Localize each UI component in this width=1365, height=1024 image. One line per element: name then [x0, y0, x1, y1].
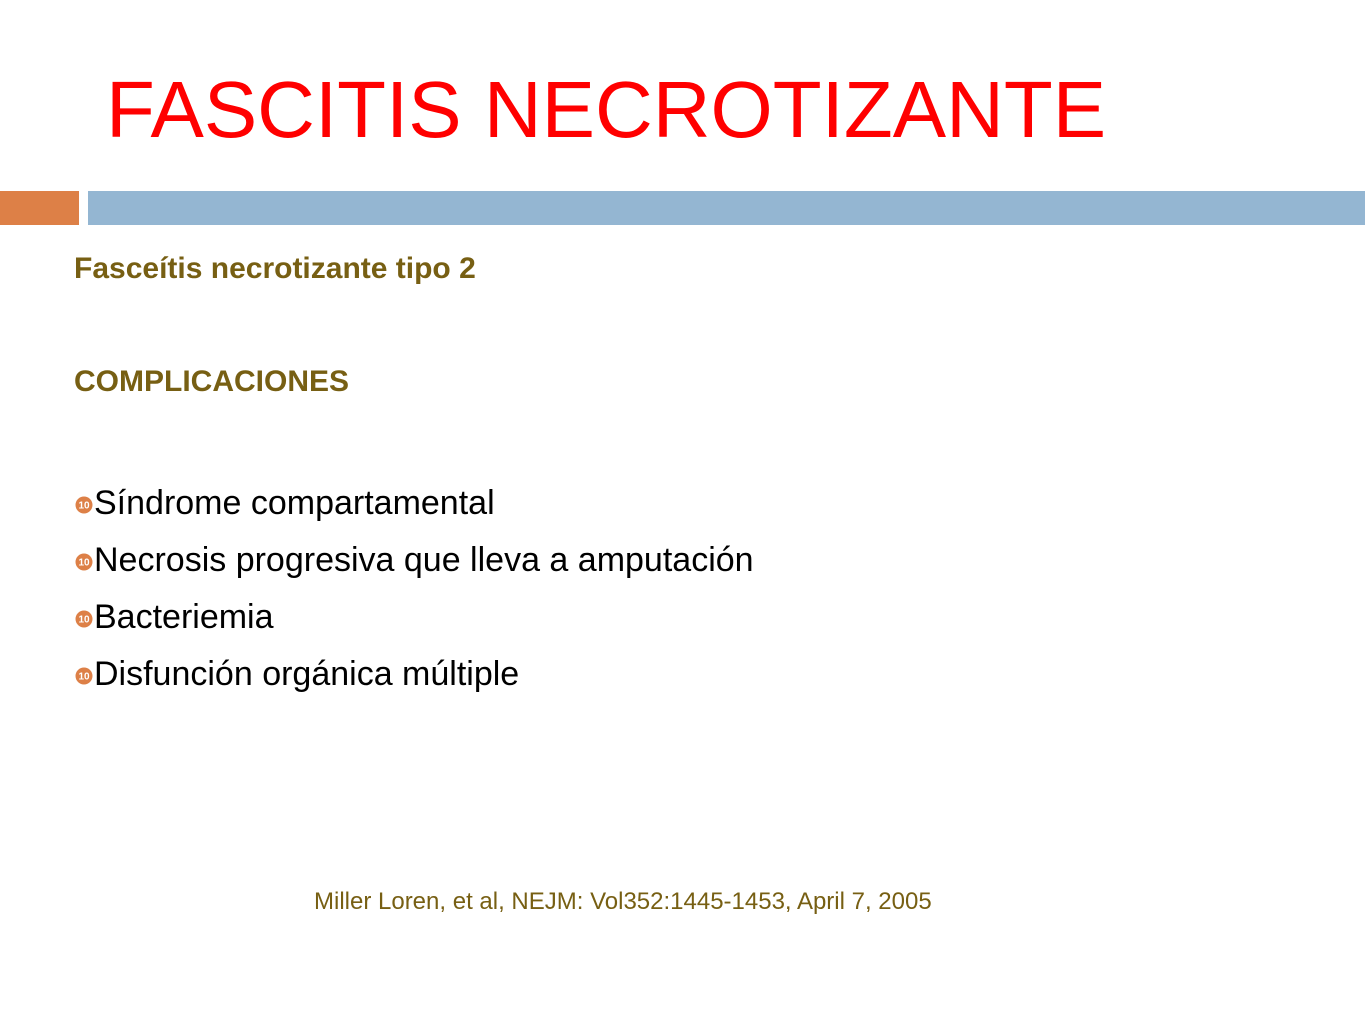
slide-subtitle: Fasceítis necrotizante tipo 2 — [74, 252, 476, 285]
list-item — [74, 531, 754, 588]
svg-text:10: 10 — [78, 671, 90, 683]
section-heading: COMPLICACIONES — [74, 365, 350, 398]
bullet-text: Síndrome compartamental — [94, 483, 495, 522]
slide-title: FASCITIS NECROTIZANTE — [106, 65, 1107, 154]
svg-text:10: 10 — [78, 557, 90, 569]
bullet-text: Necrosis progresiva que lleva a amputación — [94, 540, 754, 579]
accent-bar-orange — [0, 191, 79, 225]
accent-bar-blue — [88, 191, 1365, 225]
complications-list — [74, 474, 754, 702]
list-item — [74, 588, 754, 645]
bullet-text: Disfunción orgánica múltiple — [94, 654, 520, 693]
citation: Miller Loren, et al, NEJM: Vol352:1445-1453, April 7, 2005 — [314, 888, 932, 915]
svg-text:10: 10 — [78, 500, 90, 512]
list-item — [74, 645, 754, 702]
bullet-10-icon — [74, 552, 94, 572]
bullet-text: Bacteriemia — [94, 597, 274, 636]
bullet-10-icon — [74, 666, 94, 686]
svg-text:10: 10 — [78, 614, 90, 626]
bullet-10-icon — [74, 609, 94, 629]
list-item — [74, 474, 754, 531]
bullet-10-icon — [74, 495, 94, 515]
